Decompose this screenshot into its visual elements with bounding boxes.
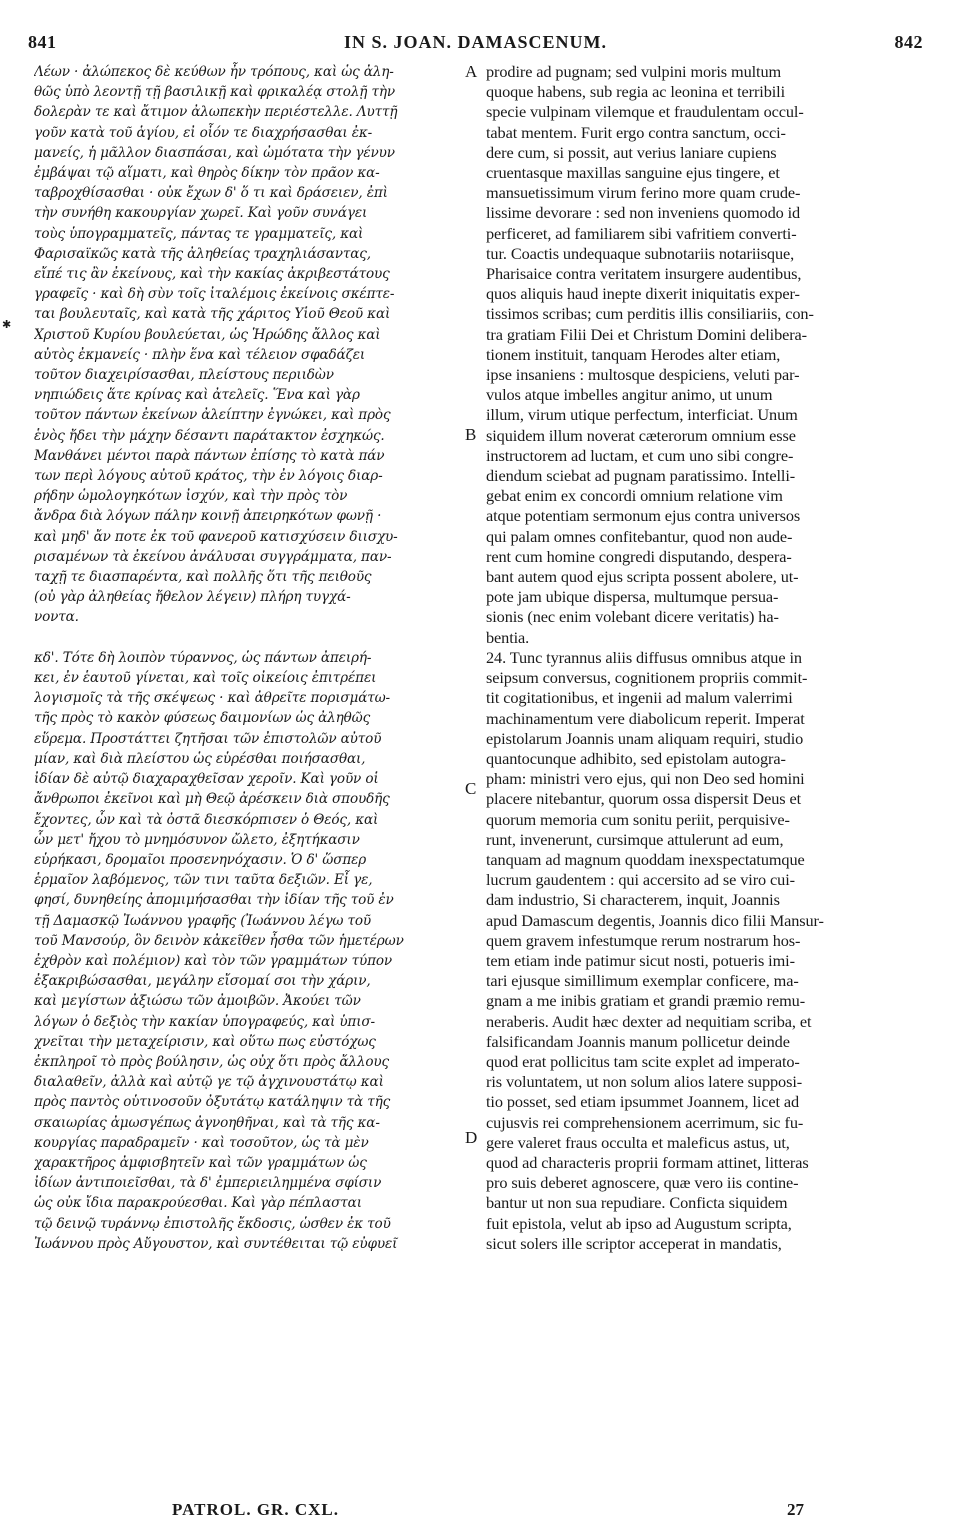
latin-text-line: lucrum gaudentem : qui accersito ad se viro cui-	[486, 870, 795, 890]
margin-letter-a: A	[465, 62, 478, 81]
latin-text-line: tem etiam inde patimur sicut nosti, potueris imi-	[486, 950, 795, 970]
latin-text-line: tionem instituit, tanquam Herodes alter etiam,	[486, 344, 781, 364]
latin-text-line: gnam a me inibis gratiam et grandi præmio remu-	[486, 991, 806, 1011]
latin-text-line: quoque habens, sub regia ac leonina et terribili	[486, 82, 786, 102]
latin-text-line: apud Damascum degentis, Joannis dico filii Mansur-	[486, 910, 824, 930]
latin-text-column	[486, 62, 924, 1254]
latin-text-line: tabat mentem. Furit ergo contra sanctum, occi-	[486, 122, 786, 142]
greek-text-line: εὕρεμα. Προστάττει ζητῆσαι τῶν ἐπιστολῶν αὐτοῦ	[34, 730, 382, 747]
latin-text-line: sicut solers ille scriptor acceperat in mandatis,	[486, 1233, 782, 1253]
greek-text-line: θῶς ὑπὸ λεοντῇ τῇ βασιλικῇ καὶ φρικαλέᾳ στολῇ τὴν	[34, 84, 395, 101]
greek-text-line: λόγων ὁ δεξιὸς τὴν κακίαν ὑπογραφεύς, καὶ ὑπισ-	[34, 1013, 375, 1030]
latin-text-line: quem gravem infestumque rerum nostrarum hos-	[486, 930, 801, 950]
latin-text-line: cruentasque maxillas sanguine ejus tingere, et	[486, 163, 780, 183]
latin-text-line: tra gratiam Filii Dei et Christum Domini delibera-	[486, 324, 808, 344]
greek-text-line: ὡς οὐκ ἴδια παρακρούεσθαι. Καὶ γὰρ πέπλασται	[34, 1195, 362, 1212]
greek-text-line: μανείς, ἡ μᾶλλον διασπάσαι, καὶ ὠμότατα τὴν γένυν	[34, 144, 395, 161]
latin-text-line: quod ad characteris proprii formam attinet, litteras	[486, 1152, 809, 1172]
series-signature: PATROL. GR. CXL.	[172, 1500, 339, 1519]
greek-text-line: ἄνδρα διὰ λόγων πάλην κοινῇ ἀπειρηκότων φωνῇ ·	[34, 508, 382, 525]
greek-text-line: ταβροχθίσασθαι · οὐκ ἔχων δ' ὅ τι καὶ δράσειεν, ἐπὶ	[34, 185, 388, 202]
latin-text-line: tanquam ad magnum quoddam inexspectatumque	[486, 849, 805, 869]
latin-text-line: tit cogitationibus, et ingenii ad malum valerrimi	[486, 688, 793, 708]
greek-text-line: πρὸς παντὸς οὑτινοσοῦν ὀξυτάτῳ κατάληψιν τὰ τῆς	[34, 1094, 391, 1111]
greek-text-line: λογισμοῖς τὰ τῆς σκέψεως · καὶ ἀθρεῖτε πορισμάτω-	[34, 690, 390, 707]
greek-text-line: αὐτὸς ἐκμανείς · πλὴν ἕνα καὶ τέλειον σφαδάζει	[34, 346, 366, 363]
latin-text-line: tari ejusque simillimum exemplar conficere, ma-	[486, 971, 799, 991]
greek-text-line: σκαιωρίας ἀμωσγέπως ἀγνοηθῆναι, καὶ τὰ τῆς κα-	[34, 1114, 380, 1131]
latin-text-line: rent cum homine congredi disputando, despera-	[486, 546, 792, 566]
latin-text-line: atque potentiam sermonum ejus contra universos	[486, 506, 801, 526]
greek-text-line: Λέων · ἀλώπεκος δὲ κεύθων ἦν τρόπους, καὶ ὡς ἀλη-	[34, 64, 394, 80]
margin-letter-b: B	[465, 425, 477, 444]
latin-text-line: quod erat pollicitus tam scite explet ad imperato-	[486, 1051, 800, 1071]
margin-letter-c: C	[465, 779, 477, 798]
latin-text-line: fuit epistola, velut ab ipso ad Augustum scripta,	[486, 1213, 792, 1233]
latin-text-line: qui palam omnes confitebantur, quod non aude-	[486, 526, 793, 546]
greek-text-line: τὴν συνήθη κακουργίαν χωρεῖ. Καὶ γοῦν συνάγει	[34, 205, 368, 222]
latin-text-line: ipse insaniens : multosque despiciens, veluti par-	[486, 365, 800, 385]
latin-text-line: neraberis. Audit hæc dexter ad nequitiam scriba, et	[486, 1011, 812, 1031]
latin-text-line: dere cum, si possit, aut verius laniare cupiens	[486, 142, 777, 162]
greek-text-line: (οὐ γὰρ ἀληθείας ἤθελον λέγειν) πλήρη τυγχά-	[34, 589, 351, 606]
latin-text-line: falsificandam Joannis manum pollicetur deinde	[486, 1031, 790, 1051]
greek-text-line: τοὺς ὑπογραμματεῖς, πάντας τε γραμματεῖς, καὶ	[34, 225, 364, 242]
greek-text-line	[34, 628, 462, 648]
latin-text-line: seipsum conversus, cognitionem propriis commit-	[486, 668, 808, 688]
latin-text-line: ris voluntatem, ut non solum alios latere supposi-	[486, 1072, 803, 1092]
greek-text-line: ται βουλευταῖς, καὶ κατὰ τῆς χάριτος Υἱοῦ Θεοῦ καὶ	[34, 306, 391, 323]
latin-text-line: illum, virum utique perfectum, interficiat. Unum	[486, 405, 798, 425]
gathering-number: 27	[787, 1500, 804, 1519]
greek-text-line: κδ'. Τότε δὴ λοιπὸν τύραννος, ὡς πάντων ἀπειρή-	[34, 649, 372, 666]
latin-text-line: bant autem quod ejus scripta possent abolere, ut-	[486, 567, 799, 587]
greek-text-line: καὶ μεγίστων ἀξιώσω τῶν ἀμοιβῶν. Ἀκούει τῶν	[34, 993, 361, 1010]
latin-text-line: runt, invenerunt, cursimque attulerunt ad eum,	[486, 829, 784, 849]
greek-text-line: ρισαμένων τὰ ἐκείνου ἀνάλυσαι συγγράμματα, παν-	[34, 548, 392, 565]
latin-text-line: pham: ministri vero ejus, qui non Deo sed homini	[486, 769, 805, 789]
margin-asterisk: ✱	[2, 318, 12, 331]
greek-text-line: χαρακτῆρος ἀμφισβητεῖν καὶ τῶν γραμμάτων ὡς	[34, 1154, 367, 1171]
latin-text-line: dam industrio, Si characterem, inquit, Joannis	[486, 890, 780, 910]
latin-text-line: machinamentum vere diabolicum reperit. Imperat	[486, 708, 805, 728]
greek-text-line: ἐκπληροῖ τὸ πρὸς βούλησιν, ὡς οὐχ ὅτι πρὸς ἄλλους	[34, 1053, 389, 1070]
latin-text-line: bentia.	[486, 627, 530, 647]
greek-text-line: χνεῖται τὴν μεταχείρισιν, καὶ οὕτω πως εὐστόχως	[34, 1033, 376, 1050]
greek-text-line: εὑρήκασι, δρομαῖοι προσενηνόχασιν. Ὁ δ' ὥσπερ	[34, 851, 367, 868]
greek-text-line: νοντα.	[34, 609, 79, 626]
greek-text-line: δολερὰν τε καὶ ἄτιμον ἀλωπεκὴν περιέστελλε. Λυττῇ	[34, 104, 398, 121]
latin-text-line: quantocunque adhibito, sed epistolam autogra-	[486, 748, 786, 768]
latin-text-line: diendum sciebat ad pugnam paratissimo. Intelli-	[486, 466, 796, 486]
latin-text-line: gebat enim ex concordi omnium relatione vim	[486, 486, 783, 506]
greek-text-line: τοῦτον διαχειρίσασθαι, πλείστους περιιδὼν	[34, 367, 334, 384]
greek-text-line: καὶ μηδ' ἄν ποτε ἐκ τοῦ φανεροῦ κατισχύσειν διισχυ-	[34, 528, 398, 545]
latin-text-line: lissime devorare : sed non inveniens quomodo id	[486, 203, 801, 223]
latin-text-line: vulos atque imbelles angitur animo, ut unum	[486, 385, 773, 405]
latin-text-line: sionis (nec enim volebant dicere veritatis) ha-	[486, 607, 779, 627]
greek-text-line: Χριστοῦ Κυρίου βουλεύεται, ὡς Ἡρώδης ἄλλος καὶ	[34, 326, 381, 343]
latin-text-line: gere valeret fraus occulta et maleficus astus, ut,	[486, 1132, 790, 1152]
page-footer	[0, 1500, 953, 1524]
latin-text-line: placere nitebantur, quorum ossa dispersit Deus et	[486, 789, 802, 809]
latin-text-line: quorum memoria cum sonitu periit, perquisive-	[486, 809, 790, 829]
greek-text-line: ἔχοντες, ὧν καὶ τὰ ὀστᾶ διεσκόρπισεν ὁ Θεός, καὶ	[34, 811, 379, 828]
greek-text-line: τῇ Δαμασκῷ Ἰωάννου γραφῆς (Ἰωάννου λέγω τοῦ	[34, 912, 372, 929]
greek-text-line: ἄνθρωποι ἐκεῖνοι καὶ μὴ Θεῷ ἀρέσκειν διὰ σπουδῆς	[34, 791, 390, 808]
greek-text-line: ἐξακριβώσασθαι, μεγάλην εἴσομαί σοι τὴν χάριν,	[34, 973, 371, 990]
greek-text-line: Ἰωάννου πρὸς Αὔγουστον, καὶ συντέθειται τῷ εὐφυεῖ	[34, 1235, 398, 1252]
latin-text-line: tur. Coactis undequaque subnotariis notariisque,	[486, 243, 795, 263]
page-number-right: 842	[894, 32, 923, 52]
greek-text-line: Φαρισαϊκῶς κατὰ τῆς ἀληθείας τραχηλιάσαντας,	[34, 245, 371, 262]
greek-text-line: φησί, δυνηθείης ἀπομιμήσασθαι τὴν ἰδίαν τῆς τοῦ ἐν	[34, 892, 394, 909]
greek-text-column	[34, 62, 462, 1254]
greek-text-line: κει, ἐν ἑαυτοῦ γίνεται, καὶ τοῖς οἰκείοις ἐπιτρέπει	[34, 670, 377, 687]
greek-text-line: τῷ δεινῷ τυράννῳ ἐπιστολῆς ἔκδοσις, ὡσθεν ἐκ τοῦ	[34, 1215, 391, 1232]
greek-text-line: γοῦν κατὰ τοῦ ἁγίου, εἰ οἷόν τε διαχρήσασθαι ἐκ-	[34, 124, 373, 141]
latin-text-line: bantur ut non sua repudiare. Conficta siquidem	[486, 1193, 788, 1213]
latin-text-line: cujusvis rei comprehensionem acerrimum, sic fu-	[486, 1112, 804, 1132]
latin-text-line: siquidem illum noverat cæterorum omnium esse	[486, 425, 796, 445]
greek-text-line: Μανθάνει μέντοι παρὰ πάντων ἐπίσης τὸ κατὰ πάν	[34, 447, 385, 464]
greek-text-line: των περὶ λόγους αὐτοῦ κράτος, τὴν ἐν λόγοις διαρ-	[34, 468, 383, 485]
latin-text-line: instructorem ad luctam, et cum uno sibi congre-	[486, 445, 794, 465]
greek-text-line: τῆς πρὸς τὸ κακὸν φύσεως δαιμονίων ὡς ἀληθῶς	[34, 710, 371, 727]
greek-text-line: τοῦ Μανσούρ, ὃν δεινὸν κἀκεῖθεν ἦσθα τῶν ἡμετέρων	[34, 932, 404, 949]
greek-text-line: ἰδίαν δὲ αὐτῷ διαχαραχθεῖσαν χεροῖν. Καὶ γοῦν οἱ	[34, 771, 379, 788]
greek-text-line: εἴπέ τις ἂν ἐκείνους, καὶ τὴν κακίας ἀκριβεστάτους	[34, 266, 390, 283]
running-title: IN S. JOAN. DAMASCENUM.	[343, 32, 607, 52]
latin-text-line: epistolarum Joannis unam aliquam requiri, studio	[486, 728, 804, 748]
latin-text-line: prodire ad pugnam; sed vulpini moris multum	[486, 62, 782, 81]
greek-text-line: ταχῇ τε διασπαρέντα, καὶ πολλῆς ὅτι τῆς πειθοῦς	[34, 569, 372, 586]
greek-text-line: ὧν μετ' ἤχου τὸ μνημόσυνον ὤλετο, ἐξητήκασιν	[34, 831, 360, 848]
latin-text-line: mansuetissimum virum ferino more quam crude-	[486, 183, 801, 203]
latin-text-line: specie vulpinam vilemque et fraudulentam occul-	[486, 102, 804, 122]
greek-text-line: γραφεῖς · καὶ δὴ σὺν τοῖς ἰταλέμοις ἐκείνοις σκέπτε-	[34, 286, 395, 303]
greek-text-line: νηπιώδεις ἅτε κρίνας καὶ ἀτελεῖς. Ἕνα καὶ γὰρ	[34, 387, 360, 404]
greek-text-line: ἰδίων ἀντιποιεῖσθαι, τὰ δ' ἐμπεριειλημμένα σφίσιν	[34, 1175, 382, 1192]
greek-text-line: κουργίας παραδραμεῖν · καὶ τοσοῦτον, ὡς τὰ μὲν	[34, 1134, 369, 1151]
greek-text-line: διαλαθεῖν, ἀλλὰ καὶ αὐτῷ γε τῷ ἀγχινουστάτῳ καὶ	[34, 1074, 384, 1091]
greek-text-line: ἑρμαῖον λαβόμενος, τῶν τινι ταῦτα δεξιῶν. Εἶ γε,	[34, 872, 373, 889]
greek-text-line: ἐχθρὸν καὶ πολέμιον) καὶ τὸν τῶν γραμμάτων τύπον	[34, 952, 393, 969]
latin-text-line: perficeret, ad familiarem sibi vafritiem converti-	[486, 223, 797, 243]
latin-text-line: tio posset, sed etiam ipsummet Joannem, licet ad	[486, 1092, 800, 1112]
page-number-left: 841	[28, 32, 57, 52]
latin-text-line: pro suis deberet agnoscere, quæ vero iis contine-	[486, 1173, 799, 1193]
greek-text-line: μίαν, καὶ διὰ πλείστου ὡς εὑρέσθαι ποιήσασθαι,	[34, 750, 366, 767]
greek-text-line: τοῦτον πάντων ἐκείνων ἀλείπτην ἐγνώκει, καὶ πρὸς	[34, 407, 391, 424]
margin-letter-d: D	[465, 1128, 478, 1147]
greek-text-line: ρήδην ὡμολογηκότων ἰσχύν, καὶ τὴν πρὸς τὸν	[34, 488, 348, 505]
latin-text-line: 24. Tunc tyrannus aliis diffusus omnibus atque in	[486, 647, 802, 667]
latin-text-line: pote jam ubique dispersa, multumque persua-	[486, 587, 779, 607]
greek-text-line: ἐμβάψαι τῷ αἵματι, καὶ θηρὸς δίκην τὸν πρᾶον κα-	[34, 165, 380, 182]
latin-text-line: Pharisaice contra veritatem insurgere audentibus,	[486, 264, 802, 284]
greek-text-line: ἑνὸς ἤδει τὴν μάχην δέσαντι παράτακτον ἐσχηκώς.	[34, 427, 385, 444]
latin-text-line: quos aliquis haud inepte dixerit iniquitatis exper-	[486, 284, 800, 304]
latin-text-line: tissimos scribas; cum perditis illis consiliariis, con-	[486, 304, 814, 324]
running-header	[28, 32, 923, 58]
